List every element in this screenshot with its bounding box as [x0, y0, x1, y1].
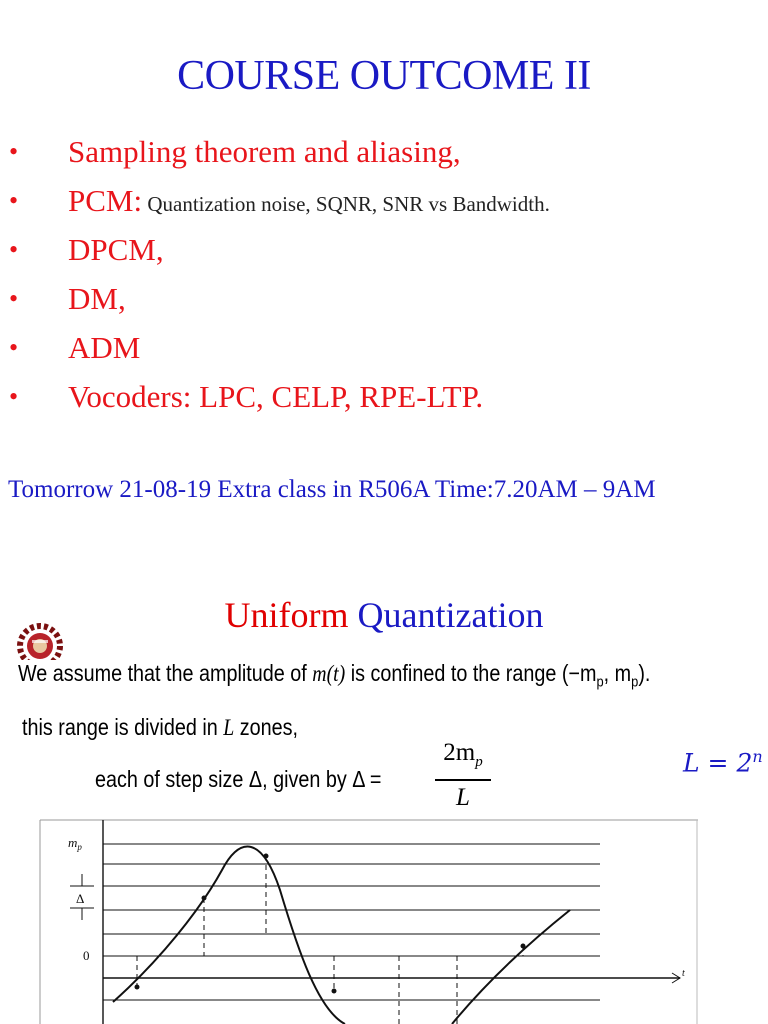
outcome-label: Vocoders: LPC, CELP, RPE-LTP. [68, 379, 484, 414]
outcome-label: ADM [68, 330, 141, 365]
subscript: p [596, 673, 604, 691]
quantization-diagram [0, 810, 768, 1024]
outcome-text [68, 232, 164, 271]
text-part: L [223, 715, 235, 740]
institute-logo-icon [10, 610, 70, 660]
fraction-bar [435, 779, 491, 781]
amplitude-statement [18, 660, 650, 691]
formula-exponent: n [752, 747, 763, 766]
text-part: We assume that the amplitude of [18, 660, 313, 686]
sample-point [135, 985, 140, 990]
outcome-detail: Quantization noise, SQNR, SNR vs Bandwidth. [142, 192, 550, 216]
subscript: p [475, 754, 483, 770]
bullet-glyph: • [9, 235, 19, 264]
fraction-numerator [435, 738, 491, 777]
sample-point [264, 854, 269, 859]
section-title-word-uniform: Uniform [224, 595, 349, 635]
outcome-label: DM, [68, 281, 126, 316]
text-part: is confined to the range (−m [345, 660, 597, 686]
step-size-statement: each of step size Δ, given by Δ = [95, 766, 382, 792]
text-part: this range is divided in [22, 714, 224, 740]
section-title [0, 594, 768, 636]
sample-point [202, 896, 207, 901]
outcome-text [68, 134, 461, 173]
outcome-text [68, 281, 126, 320]
fraction-denominator: L [456, 783, 470, 811]
outcome-text [68, 183, 550, 222]
outcome-label: Sampling theorem and aliasing, [68, 134, 461, 169]
bullet-glyph: • [9, 137, 19, 166]
formula-lhs: L = 2 [683, 748, 753, 778]
zones-statement [22, 714, 298, 741]
levels-formula [683, 747, 763, 777]
sample-point [521, 944, 526, 949]
zero-label: 0 [83, 948, 90, 963]
subscript: p [631, 673, 639, 691]
outcome-text [68, 379, 483, 418]
text-part: m(t) [312, 661, 346, 686]
sample-point [332, 989, 337, 994]
delta-label: Δ [76, 891, 85, 906]
page-title: COURSE OUTCOME II [177, 53, 591, 99]
outcome-label: DPCM, [68, 232, 164, 267]
bullet-glyph: • [9, 333, 19, 362]
extra-class-notice: Tomorrow 21-08-19 Extra class in R506A Time:7.20AM – 9AM [8, 476, 656, 503]
text-part: , m [603, 660, 632, 686]
text-part: zones, [234, 714, 298, 740]
outcome-text [68, 330, 140, 369]
bullet-glyph: • [9, 186, 19, 215]
text-part: ). [638, 660, 651, 686]
text-part: 2m [443, 739, 476, 766]
signal-curve [452, 910, 570, 1024]
mp-label: $m_p$ [68, 835, 82, 852]
signal-curve [113, 847, 345, 1024]
bullet-glyph: • [9, 382, 19, 411]
bullet-glyph: • [9, 284, 19, 313]
outcome-label: PCM: [68, 183, 143, 218]
t-label: t [682, 968, 685, 979]
section-title-word-quantization: Quantization [357, 595, 544, 635]
step-size-fraction [435, 738, 491, 813]
